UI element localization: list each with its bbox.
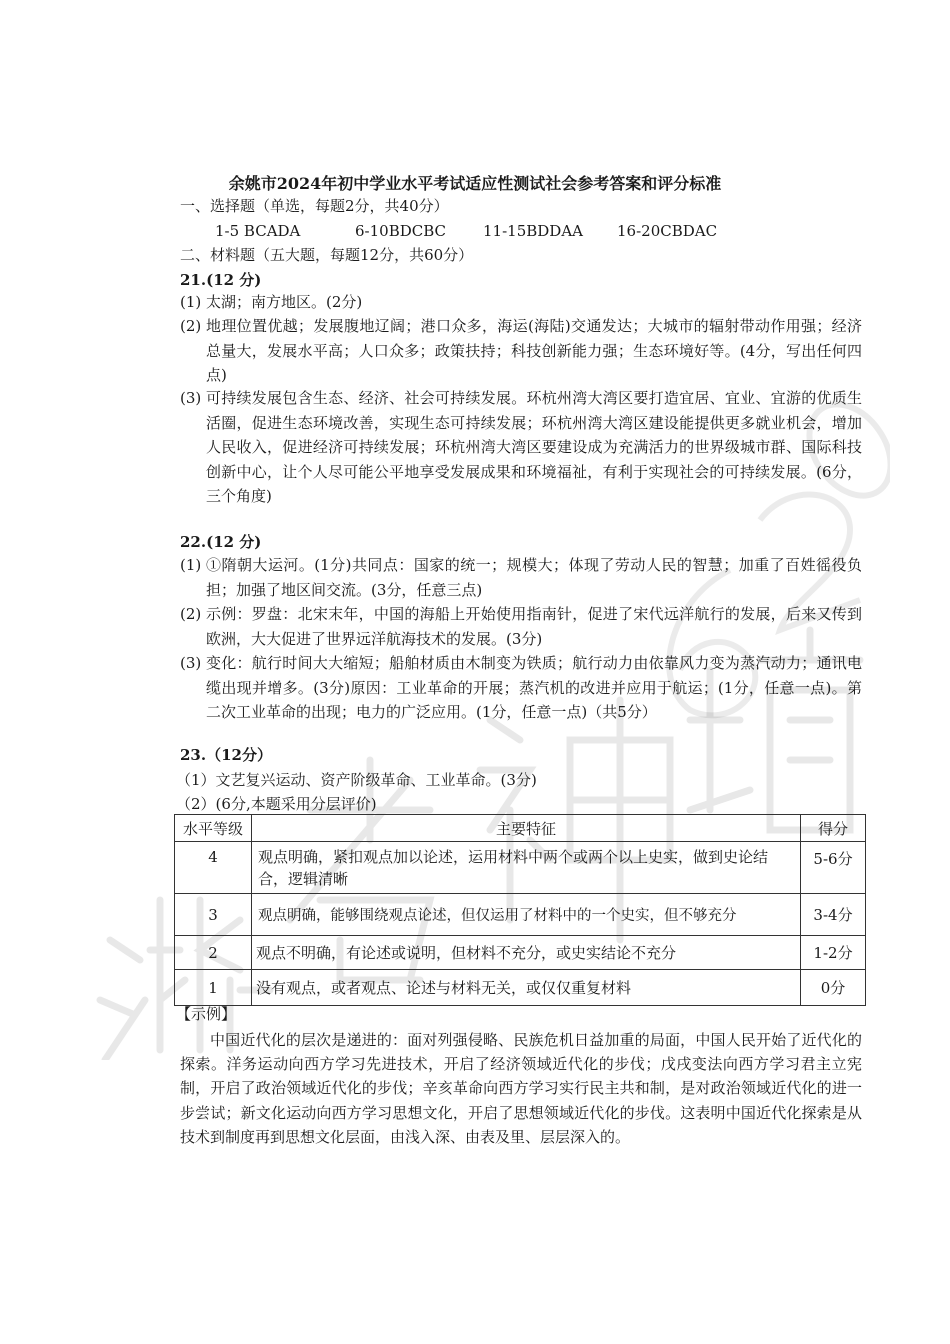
example-text: 中国近代化的层次是递进的：面对列强侵略、民族危机日益加重的局面，中国人民开始了近代化的探索。洋务运动向西方学习先进技术，开启了经济领域近代化的步伐；戊戌变法向西方学习君主立宪制，开启了政治领域近代化的步伐；辛亥革命向西方学习实行民主共和制，是对政治领域近代化的进一步尝试；新文化运动向西方学习思想文化，开启了思想领域近代化的步伐。这表明中国近代化探索是从技术到制度再到思想文化层面，由浅入深、由表及里、层层深入的。 (180, 1031, 862, 1146)
table-cell-level: 4 (175, 842, 252, 894)
table-cell-feature: 没有观点，或者观点、论述与材料无关，或仅仅重复材料 (252, 970, 801, 1006)
q21-item-2-num: (2) (180, 317, 202, 335)
q21-item-1-text: 太湖；南方地区。(2分) (206, 293, 363, 311)
table-cell-feature: 观点明确，能够围绕观点论述，但仅运用了材料中的一个史实，但不够充分 (252, 894, 801, 936)
q22-item-3 (180, 651, 862, 725)
q22-item-2-text: 示例：罗盘：北宋末年，中国的海船上开始使用指南针，促进了宋代远洋航行的发展，后来又传到欧洲，大大促进了世界远洋航海技术的发展。(3分) (206, 605, 862, 648)
table-row (175, 970, 866, 1006)
q23-item-2: （2）(6分,本题采用分层评价) (176, 795, 377, 813)
q22-item-1 (180, 553, 862, 602)
q23-item-1: （1）文艺复兴运动、资产阶级革命、工业革命。(3分) (176, 771, 537, 789)
answers-6-10: 6-10BDCBC (355, 222, 447, 240)
page-title: 余姚市2024年初中学业水平考试适应性测试社会参考答案和评分标准 (228, 174, 722, 193)
table-cell-feature: 观点明确，紧扣观点加以论述，运用材料中两个或两个以上史实，做到史论结合，逻辑清晰 (252, 842, 801, 894)
q21-item-3-text: 可持续发展包含生态、经济、社会可持续发展。环杭州湾大湾区要打造宜居、宜业、宜游的优质生活圈，促进生态环境改善，实现生态可持续发展；环杭州湾大湾区建设能提供更多就业机会，增加人民收入，促进经济可持续发展；环杭州湾大湾区要建设成为充满活力的世界级城市群、国际科技创新中心，让个人尽可能公平地享受发展成果和环境福祉，有利于实现社会的可持续发展。(6分，三个角度) (206, 389, 862, 505)
table-cell-score: 1-2分 (801, 936, 866, 970)
q23-heading: 23.（12分） (180, 746, 272, 764)
q21-heading: 21.(12 分) (180, 271, 262, 289)
table-cell-feature: 观点不明确，有论述或说明，但材料不充分，或史实结论不充分 (252, 936, 801, 970)
q21-item-3-num: (3) (180, 389, 202, 407)
table-cell-level: 1 (175, 970, 252, 1006)
table-row (175, 842, 866, 894)
table-header-feature: 主要特征 (252, 815, 801, 842)
q22-item-1-num: (1) (180, 556, 202, 574)
table-cell-level: 3 (175, 894, 252, 936)
q21-item-2 (180, 314, 862, 388)
q22-item-3-num: (3) (180, 654, 202, 672)
section2-heading: 二、材料题（五大题，每题12分，共60分） (180, 246, 474, 264)
table-row (175, 894, 866, 936)
table-header-level: 水平等级 (175, 815, 252, 842)
q21-item-2-text: 地理位置优越；发展腹地辽阔；港口众多，海运(海陆)交通发达；大城市的辐射带动作用强；经济总量大，发展水平高；人口众多；政策扶持；科技创新能力强；生态环境好等。(4分，写出任何四点) (206, 317, 862, 384)
answers-11-15: 11-15BDDAA (483, 222, 583, 240)
table-cell-level: 2 (175, 936, 252, 970)
answers-1-5: 1-5 BCADA (215, 222, 301, 240)
table-row (175, 936, 866, 970)
q22-item-1-text: ①隋朝大运河。(1分)共同点：国家的统一；规模大；体现了劳动人民的智慧；加重了百姓徭役负担；加强了地区间交流。(3分，任意三点) (206, 556, 862, 599)
table-header-score: 得分 (801, 815, 866, 842)
q21-item-1-num: (1) (180, 293, 202, 311)
table-cell-score: 0分 (801, 970, 866, 1006)
table-header-row (175, 815, 866, 842)
table-cell-score: 3-4分 (801, 894, 866, 936)
q21-item-1 (180, 290, 862, 315)
q22-item-3-text: 变化：航行时间大大缩短；船舶材质由木制变为铁质；航行动力由依靠风力变为蒸汽动力；通讯电缆出现并增多。(3分)原因：工业革命的开展；蒸汽机的改进并应用于航运；(1分，任意一点)。第二次工业革命的出现；电力的广泛应用。(1分，任意一点)（共5分） (206, 654, 862, 721)
q21-item-3 (180, 386, 862, 509)
q22-item-2-num: (2) (180, 605, 202, 623)
q22-heading: 22.(12 分) (180, 533, 262, 551)
table-cell-score: 5-6分 (801, 842, 866, 894)
example-label: 【示例】 (176, 1005, 237, 1023)
answers-16-20: 16-20CBDAC (617, 222, 718, 240)
grading-table (174, 814, 866, 1006)
q22-item-2 (180, 602, 862, 651)
section1-heading: 一、选择题（单选，每题2分，共40分） (180, 197, 449, 215)
